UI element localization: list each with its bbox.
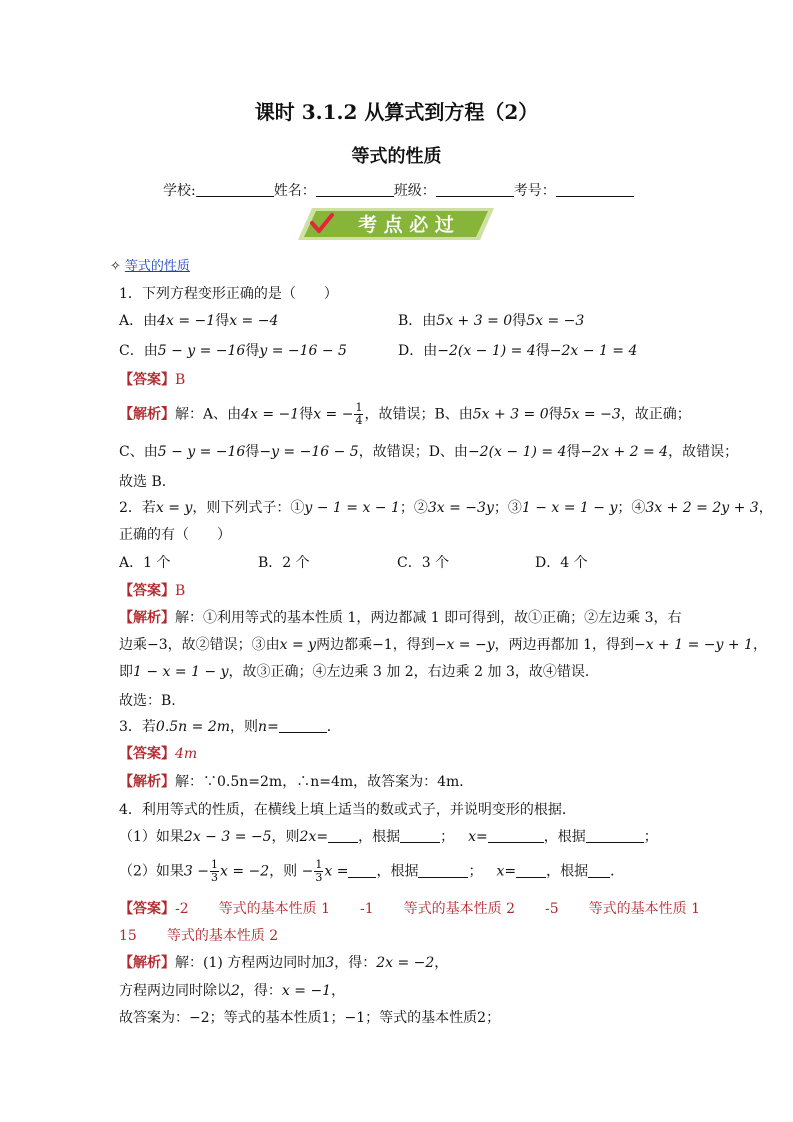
q1-option-b[interactable]: B．由5x + 3 = 0得5x = −3	[398, 313, 585, 329]
q3-explanation: 【解析】解：∵0.5n=2m，∴n=4m，故答案为：4m．	[119, 774, 474, 790]
q4-part2: （2）如果3 − $\frac{1}{3}$ x = −2，则 − $\frac{1}{3}$ x = ，根据 ； x= ，根据 ．	[119, 858, 625, 884]
q4-p1-blank2[interactable]	[400, 829, 440, 843]
q2-option-b[interactable]: B．2 个	[258, 555, 310, 571]
q4-stem: 4．利用等式的性质，在横线上填上适当的数或式子，并说明变形的根据．	[119, 802, 576, 818]
page-subtitle: 等式的性质	[351, 146, 442, 167]
q2-explanation-line2: 边乘−3，故②错误；③由x = y两边都乘−1，得到−x = −y，两边再都加 1，得到−x + 1 = −y + 1，	[119, 637, 767, 653]
q3-stem: 3．若0.5n = 2m，则n= ．	[119, 719, 341, 735]
q4-p1-blank3[interactable]	[488, 829, 544, 843]
school-label: 学校:	[163, 183, 196, 199]
q2-option-d[interactable]: D．4 个	[535, 555, 588, 571]
q4-p1-blank1[interactable]	[328, 829, 358, 843]
q2-answer: 【答案】B	[119, 583, 186, 599]
q4-answer-line1: 【答案】-2 等式的基本性质 1 -1 等式的基本性质 2 -5 等式的基本性质 1	[119, 901, 700, 917]
section-link[interactable]: 等式的性质	[124, 259, 190, 274]
page-title: 课时 3.1.2 从算式到方程（2）	[254, 100, 539, 124]
student-info-row	[163, 180, 634, 200]
q4-explanation-line2: 方程两边同时除以2，得：x = −1，	[119, 983, 346, 999]
q2-stem-line2: 正确的有（ ）	[119, 527, 231, 543]
q1-option-d[interactable]: D．由−2(x − 1) = 4得−2x − 1 = 4	[398, 343, 638, 359]
q1-stem: 1．下列方程变形正确的是（ ）	[119, 286, 338, 302]
q2-explanation-line4: 故选：B.	[119, 693, 176, 709]
sparkle-icon: ✧	[110, 259, 121, 274]
q2-explanation-line1: 【解析】解：①利用等式的基本性质 1，两边都减 1 即可得到，故①正确；②左边乘 3，右	[119, 610, 682, 626]
q4-p2-blank3[interactable]	[516, 864, 546, 878]
banner-text: 考 点 必 过	[358, 214, 454, 236]
section-heading	[110, 255, 190, 274]
q1-answer: 【答案】B	[119, 372, 186, 388]
q4-answer-line2: 15 等式的基本性质 2	[119, 928, 279, 944]
q1-option-c[interactable]: C．由5 − y = −16得y = −16 − 5	[119, 343, 347, 359]
class-label: 班级：	[393, 183, 436, 199]
q4-p2-blank2[interactable]	[418, 864, 468, 878]
q4-part1: （1）如果2x − 3 = −5，则2x= ，根据 ； x= ，根据 ；	[119, 829, 658, 845]
number-blank[interactable]	[556, 182, 634, 197]
q2-stem: 2．若x = y，则下列式子：①y − 1 = x − 1；②3x = −3y；③1 − x = 1 − y；④3x + 2 = 2y + 3，	[119, 500, 773, 516]
q1-option-a[interactable]: A．由4x = −1得x = −4	[119, 313, 279, 329]
kaodian-banner	[298, 206, 494, 242]
q1-explanation-line3: 故选 B．	[119, 474, 176, 490]
q2-option-c[interactable]: C．3 个	[397, 555, 450, 571]
q4-explanation-line3: 故答案为：−2；等式的基本性质1；−1；等式的基本性质2；	[119, 1010, 501, 1026]
q4-explanation-line1: 【解析】解：(1) 方程两边同时加3，得：2x = −2，	[119, 955, 449, 971]
number-label: 考号：	[513, 183, 556, 199]
q1-explanation-line2: C、由5 − y = −16得−y = −16 − 5，故错误；D、由−2(x − 1) = 4得−2x + 2 = 4，故错误；	[119, 444, 739, 460]
q4-p1-blank4[interactable]	[586, 829, 644, 843]
q4-p2-blank4[interactable]	[588, 864, 610, 878]
q4-p2-blank1[interactable]	[348, 864, 376, 878]
class-blank[interactable]	[436, 182, 514, 197]
school-blank[interactable]	[196, 182, 274, 197]
q3-answer-blank[interactable]	[279, 719, 327, 733]
q2-explanation-line3: 即1 − x = 1 − y，故③正确；④左边乘 3 加 2，右边乘 2 加 3，故④错误．	[119, 664, 599, 680]
q3-answer: 【答案】4m	[119, 746, 198, 762]
name-blank[interactable]	[316, 182, 394, 197]
q2-option-a[interactable]: A．1 个	[119, 555, 171, 571]
name-label: 姓名：	[273, 183, 316, 199]
q1-explanation-line1: 【解析】解：A、由4x = −1得x = − $\frac{1}{4}$ ，故错误；B、由5x + 3 = 0得5x = −3，故正确；	[119, 401, 691, 427]
